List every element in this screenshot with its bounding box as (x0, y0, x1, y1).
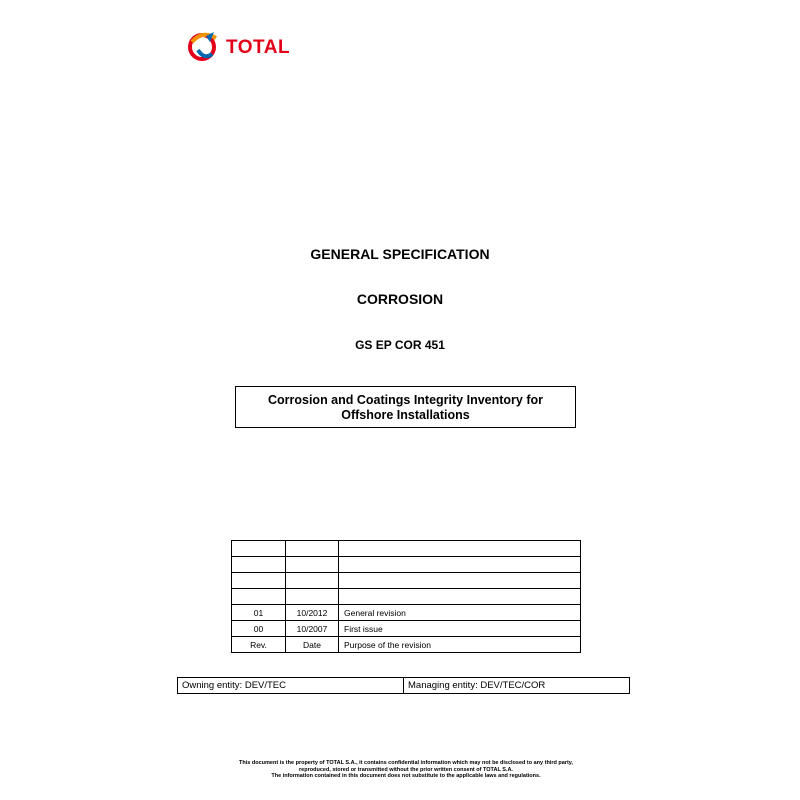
logo-text: TOTAL (226, 37, 291, 58)
subject-box (235, 386, 576, 428)
rev-cell: 00 (232, 621, 286, 637)
table-row (232, 541, 581, 557)
purpose-cell: First issue (339, 621, 581, 637)
confidentiality-footer (200, 760, 612, 780)
table-row (232, 573, 581, 589)
rev-cell: 01 (232, 605, 286, 621)
date-cell (286, 541, 339, 557)
domain-title: CORROSION (356, 291, 444, 307)
rev-header: Rev. (232, 637, 286, 653)
total-logo-icon (186, 28, 222, 64)
purpose-cell (339, 541, 581, 557)
table-row (232, 621, 581, 637)
total-logo (186, 28, 296, 64)
purpose-cell (339, 557, 581, 573)
date-cell (286, 589, 339, 605)
document-type-title: GENERAL SPECIFICATION (310, 246, 490, 262)
rev-cell (232, 541, 286, 557)
rev-cell (232, 557, 286, 573)
date-cell: 10/2007 (286, 621, 339, 637)
revision-table (231, 540, 581, 653)
owning-entity: Owning entity: DEV/TEC (178, 678, 404, 694)
table-header-row (232, 637, 581, 653)
table-row (232, 589, 581, 605)
rev-cell (232, 573, 286, 589)
managing-entity: Managing entity: DEV/TEC/COR (404, 678, 630, 694)
rev-cell (232, 589, 286, 605)
purpose-header: Purpose of the revision (339, 637, 581, 653)
subject-line-1: Corrosion and Coatings Integrity Inventory for (267, 393, 544, 407)
footer-line-3: The information contained in this document does not substitute to the applicable laws and regulations. (271, 773, 541, 779)
purpose-cell (339, 573, 581, 589)
table-row (232, 557, 581, 573)
date-cell: 10/2012 (286, 605, 339, 621)
purpose-cell: General revision (339, 605, 581, 621)
entity-table (177, 677, 630, 694)
date-header: Date (286, 637, 339, 653)
reference-number: GS EP COR 451 (355, 338, 445, 352)
purpose-cell (339, 589, 581, 605)
footer-line-1: This document is the property of TOTAL S.A., it contains confidential information which may not be disclosed to any third party, (239, 760, 573, 766)
footer-line-2: reproduced, stored or transmitted without the prior written consent of TOTAL S.A. (299, 766, 513, 773)
table-row (232, 605, 581, 621)
table-row (178, 678, 630, 694)
subject-line-2: Offshore Installations (341, 408, 470, 422)
date-cell (286, 557, 339, 573)
date-cell (286, 573, 339, 589)
